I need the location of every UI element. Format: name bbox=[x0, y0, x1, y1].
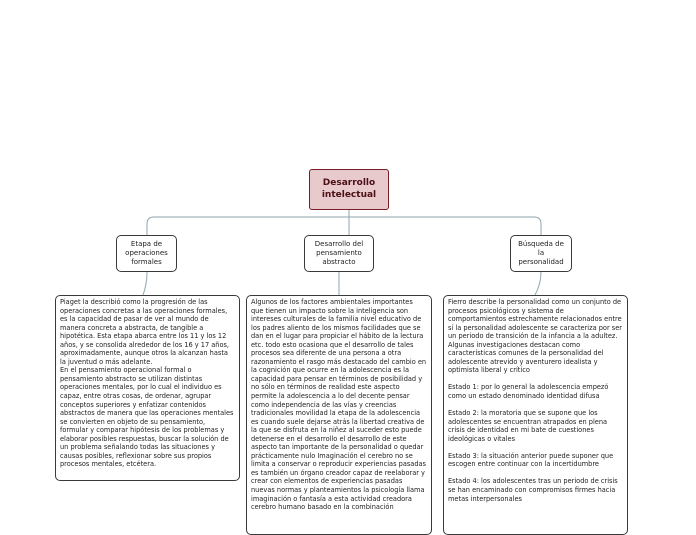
root-node-desarrollo-intelectual[interactable]: Desarrollo intelectual bbox=[309, 169, 389, 210]
connector-root-branch-3 bbox=[349, 217, 541, 235]
detail-node-busqueda-personalidad[interactable]: Fierro describe la personalidad como un conjunto de procesos psicológicos y sistema de comportamientos estrechamente relacionados entre sí la personalidad adolescente se caracteriza por ser un periodo de transición de la infancia a la adultez. Algunas investigaciones destacan como características comunes de la personalidad del adolescente atrevido y aventurero idealista y optimista liberal y crítico Estado 1: por lo general la adolescencia empezó como un estado denominado identidad difusa Estado 2: la moratoria que se supone que los adolescentes se encuentran atrapados en plena crisis de identidad en mi bate de cuestiones ideológicas o vitales Estado 3: la situación anterior puede suponer que escogen entre continuar con la incertidumbre Estado 4: los adolescentes tras un periodo de crisis se han encaminado con compromisos firmes hacia metas interpersonales bbox=[443, 295, 628, 535]
connector-branch-3-detail bbox=[535, 272, 541, 295]
branch-node-busqueda-personalidad[interactable]: Búsqueda de la personalidad bbox=[510, 235, 572, 272]
detail-node-pensamiento-abstracto[interactable]: Algunos de los factores ambientales importantes que tienen un impacto sobre la inteligencia son intereses culturales de la familia nivel educativo de los padres aliento de los mismos facilidades que se dan en el lugar para propiciar el hábito de la lectura etc. todo esto ocasiona que el desarrollo de tales procesos sea diferente de una persona a otra razonamiento el rasgo más destacado del cambio en la cognición que ocurre en la adolescencia es la capacidad para pensar en términos de posibilidad y no sólo en términos de realidad este aspecto permite la adolescencia a lo del decente pensar como independencia de las vías y creencias tradicionales movilidad la etapa de la adolescencia es cuando suele dejarse atrás la libertad creativa de la que se disfruta en la niñez al suceder esto puede detenerse en el desarrollo el desarrollo de este aspecto tan importante de la personalidad o quedar prácticamente nulo Imaginación el cerebro no se limita a conservar o reproducir experiencias pasadas es también un órgano creador capaz de reelaborar y crear con elementos de experiencias pasadas nuevas normas y planteamientos la psicología llama imaginación o fantasía a esta actividad creadora cerebro humano basado en la combinación bbox=[246, 295, 432, 535]
detail-node-operaciones-formales[interactable]: Piaget la describió como la progresión de las operaciones concretas a las operaciones formales, es la capacidad de pasar de ver al mundo de manera concreta a abstracta, de tangible a hipotética. Esta etapa abarca entre los 11 y los 12 años, y se consolida alrededor de los 16 y 17 años, aproximadamente, aunque otros la alcanzan hasta la juventud o más adelante. En el pensamiento operacional formal o pensamiento abstracto se utilizan distintas operaciones mentales, por lo cual el individuo es capaz, entre otras cosas, de ordenar, agrupar conceptos superiores y enfatizar contenidos abstractos de manera que las operaciones mentales se convierten en objeto de su pensamiento, formular y comparar hipótesis de los problemas y elaborar posibles respuestas, buscar la solución de un problema señalando todas las situaciones y causas posibles, reflexionar sobre sus propios procesos mentales, etcétera. bbox=[55, 295, 240, 481]
connector-branch-1-detail bbox=[143, 272, 147, 295]
branch-node-pensamiento-abstracto[interactable]: Desarrollo del pensamiento abstracto bbox=[304, 235, 374, 272]
branch-node-etapa-operaciones-formales[interactable]: Etapa de operaciones formales bbox=[116, 235, 177, 272]
connector-root-branch-1 bbox=[147, 210, 349, 235]
